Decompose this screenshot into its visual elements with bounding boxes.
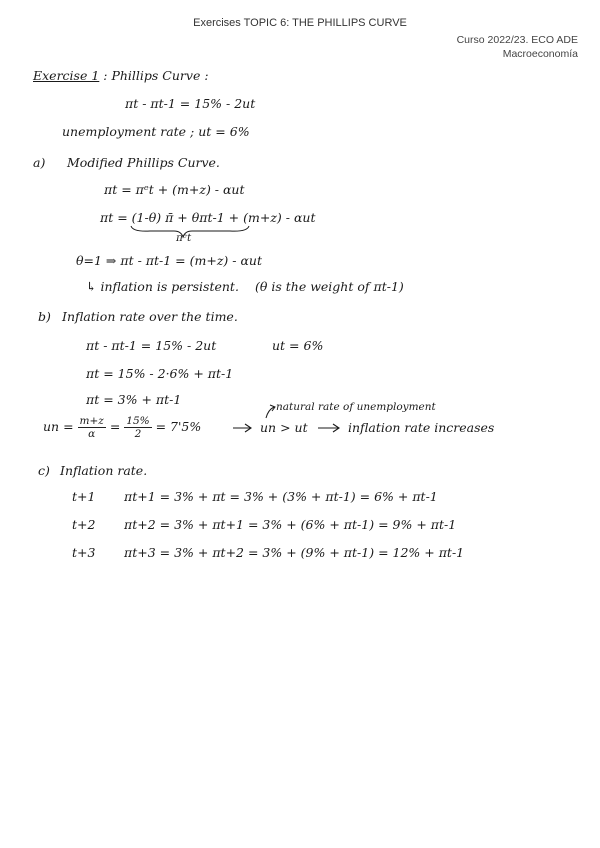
row-equation: πt+2 = 3% + πt+1 = 3% + (6% + πt-1) = 9% + πt-1 — [124, 517, 457, 532]
un-mid: = — [109, 419, 125, 434]
b-unemployment: ut = 6% — [272, 338, 324, 353]
expected-inflation-label: πᵉt — [176, 232, 192, 244]
row-period: t+3 — [72, 545, 96, 560]
un-comparison: un > ut — [260, 420, 308, 435]
un-right: = 7'5% — [155, 419, 202, 434]
eq2-expectation: (1-θ) π̄ + θπt-1 — [131, 210, 225, 225]
persistent-line: ↳ inflation is persistent. — [86, 279, 239, 294]
theta-weight-note: (θ is the weight of πt-1) — [255, 279, 404, 294]
part-b-title: Inflation rate over the time. — [62, 309, 238, 324]
row-period: t+1 — [72, 489, 96, 504]
part-a-title: Modified Phillips Curve. — [67, 155, 220, 170]
part-c-title: Inflation rate. — [60, 463, 148, 478]
modified-pc-eq1: πt = πᵉt + (m+z) - αut — [104, 182, 245, 197]
b-equation-2: πt = 15% - 2·6% + πt-1 — [86, 366, 234, 381]
subject-line: Macroeconomía — [502, 48, 578, 60]
exercise-heading — [33, 68, 209, 83]
row-period: t+2 — [72, 517, 96, 532]
row-equation: πt+3 = 3% + πt+2 = 3% + (9% + πt-1) = 12% + πt-1 — [124, 545, 465, 560]
eq2-left: πt = — [100, 210, 132, 225]
natural-rate-equation — [43, 415, 201, 440]
course-line: Curso 2022/23. ECO ADE — [456, 34, 578, 46]
inflation-increases: inflation rate increases — [348, 420, 495, 435]
phillips-equation: πt - πt-1 = 15% - 2ut — [125, 96, 256, 111]
part-b-label: b) — [38, 309, 51, 324]
exercise-topic: : Phillips Curve : — [103, 68, 209, 83]
un-left: un = — [43, 419, 78, 434]
un-fraction2-den: 2 — [134, 428, 142, 440]
row-equation: πt+1 = 3% + πt = 3% + (3% + πt-1) = 6% + πt-1 — [124, 489, 438, 504]
b-equation-3: πt = 3% + πt-1 — [86, 392, 182, 407]
natural-rate-note: natural rate of unemployment — [276, 401, 436, 413]
modified-pc-eq2 — [100, 210, 315, 225]
un-fraction-num: m+z — [79, 415, 104, 427]
unemployment-rate: unemployment rate ; ut = 6% — [62, 124, 250, 139]
part-a-label: a) — [33, 155, 46, 170]
un-fraction2-num: 15% — [126, 415, 150, 427]
un-fraction — [78, 415, 106, 440]
exercise-number: Exercise 1 — [33, 68, 100, 83]
part-c-label: c) — [38, 463, 50, 478]
theta-one-line: θ=1 ⇒ πt - πt-1 = (m+z) - αut — [76, 253, 262, 268]
un-fraction-2 — [124, 415, 151, 440]
arrow-to-inflation — [233, 424, 251, 432]
eq2-right: + (m+z) - αut — [228, 210, 316, 225]
b-equation-1: πt - πt-1 = 15% - 2ut — [86, 338, 217, 353]
course-info — [457, 33, 578, 61]
page-title: Exercises TOPIC 6: THE PHILLIPS CURVE — [193, 17, 407, 29]
arrow-to-increases — [318, 424, 339, 432]
arrow-to-note — [266, 405, 275, 418]
un-fraction-den: α — [88, 428, 96, 440]
